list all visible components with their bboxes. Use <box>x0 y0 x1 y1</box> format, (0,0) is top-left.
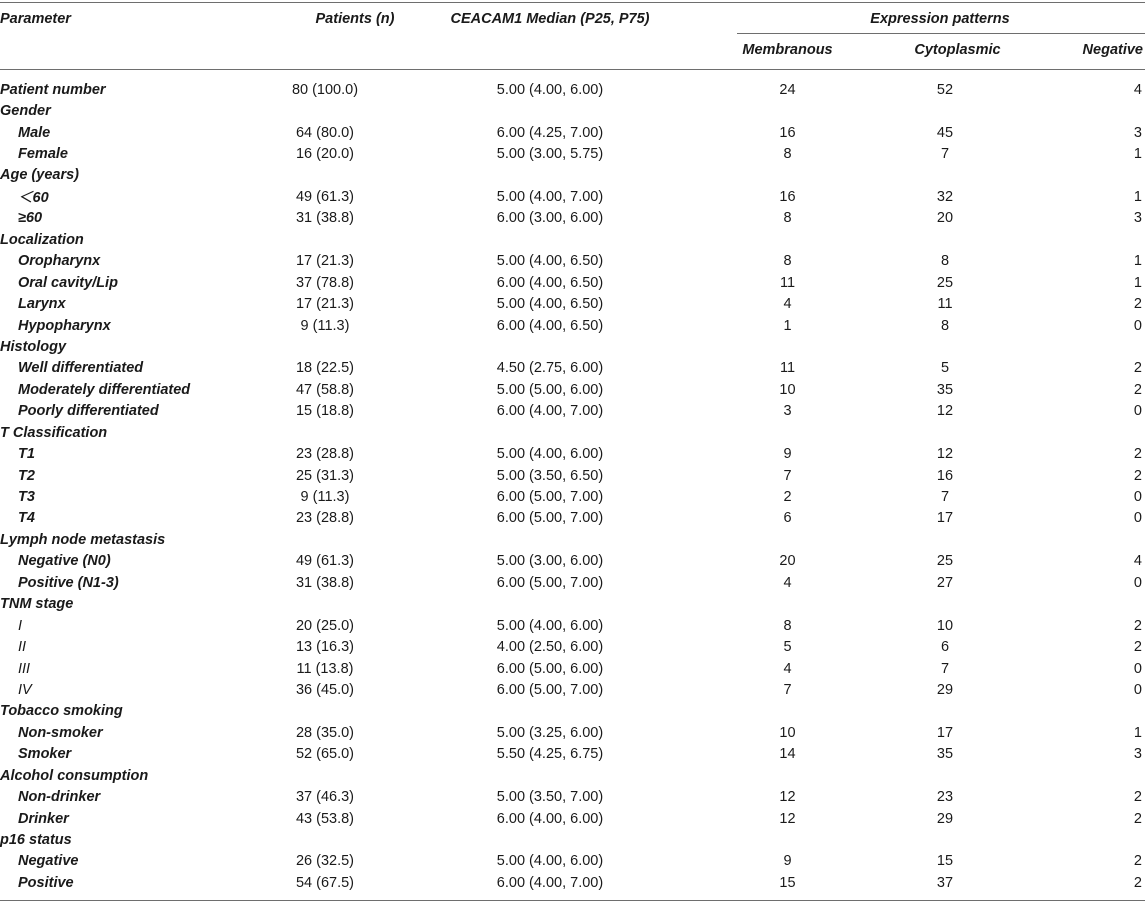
median-cell: 5.00 (3.00, 6.00) <box>496 553 604 570</box>
median-cell: 5.00 (3.50, 7.00) <box>496 789 604 806</box>
median-cell <box>390 229 710 250</box>
membranous-cell <box>710 165 865 186</box>
negative-cell: 2 <box>1133 446 1142 463</box>
cytoplasmic-cell: 11 <box>937 296 953 313</box>
median-cell <box>390 336 710 357</box>
patients-cell: 54 (67.5) <box>295 874 355 891</box>
negative-cell: 4 <box>1133 81 1142 98</box>
cytoplasmic-cell: 35 <box>936 381 954 398</box>
median-cell: 6.00 (4.00, 6.00) <box>496 810 604 827</box>
row-label: Non-smoker <box>18 724 103 741</box>
patients-cell <box>260 529 390 550</box>
cytoplasmic-cell: 16 <box>936 467 954 484</box>
patients-cell: 16 (20.0) <box>295 146 355 163</box>
top-rule <box>0 2 1145 3</box>
row-label: T3 <box>18 489 35 506</box>
table-row <box>0 615 1145 636</box>
patients-cell: 64 (80.0) <box>295 124 355 141</box>
negative-cell: 2 <box>1133 639 1142 656</box>
cytoplasmic-cell: 8 <box>940 253 950 270</box>
patients-cell <box>260 765 390 786</box>
negative-cell: 2 <box>1133 360 1142 377</box>
negative-cell: 0 <box>1133 681 1142 698</box>
row-label: Histology <box>0 338 67 355</box>
table-row <box>0 658 1145 679</box>
table-row <box>0 851 1145 872</box>
cytoplasmic-cell: 37 <box>936 874 954 891</box>
negative-cell: 1 <box>1133 188 1142 205</box>
table-row <box>0 401 1145 422</box>
table-body <box>0 79 1145 894</box>
row-label: Alcohol consumption <box>0 767 149 784</box>
cytoplasmic-cell: 7 <box>940 146 950 163</box>
cytoplasmic-cell: 12 <box>936 403 954 420</box>
median-cell: 6.00 (5.00, 7.00) <box>496 489 604 506</box>
row-label: ≥60 <box>18 210 43 227</box>
row-label: Oropharynx <box>18 253 101 270</box>
membranous-cell: 24 <box>779 81 796 98</box>
patients-cell: 49 (61.3) <box>295 188 355 205</box>
table-row <box>0 572 1145 593</box>
median-cell: 5.00 (4.00, 6.00) <box>496 446 604 463</box>
negative-cell: 4 <box>1133 553 1142 570</box>
table-row <box>0 315 1145 336</box>
header-expression-patterns: Expression patterns <box>870 11 1010 27</box>
table-row <box>0 165 1145 186</box>
row-label: TNM stage <box>0 596 74 613</box>
membranous-cell <box>710 422 865 443</box>
median-cell: 5.00 (3.00, 5.75) <box>496 146 604 163</box>
cytoplasmic-cell <box>865 165 1025 186</box>
negative-cell: 2 <box>1133 853 1142 870</box>
membranous-cell: 12 <box>779 789 796 806</box>
patients-cell <box>260 594 390 615</box>
median-cell: 6.00 (5.00, 7.00) <box>496 681 604 698</box>
cytoplasmic-cell <box>865 529 1025 550</box>
negative-cell <box>1025 422 1145 443</box>
median-cell: 5.00 (3.50, 6.50) <box>496 467 604 484</box>
row-label: Well differentiated <box>18 360 144 377</box>
cytoplasmic-cell: 25 <box>936 553 954 570</box>
table-row <box>0 594 1145 615</box>
table-row <box>0 186 1145 207</box>
table-row <box>0 872 1145 893</box>
patients-cell: 9 (11.3) <box>300 317 350 334</box>
median-cell <box>390 701 710 722</box>
row-label: Positive <box>18 874 74 891</box>
table-row <box>0 379 1145 400</box>
cytoplasmic-cell <box>865 229 1025 250</box>
negative-cell: 0 <box>1133 317 1142 334</box>
row-label: Female <box>18 146 68 163</box>
median-cell: 4.00 (2.50, 6.00) <box>496 639 604 656</box>
negative-cell: 1 <box>1133 253 1142 270</box>
row-label: T4 <box>18 510 35 527</box>
row-label: T1 <box>18 446 35 463</box>
negative-cell: 0 <box>1133 489 1142 506</box>
table-row <box>0 765 1145 786</box>
cytoplasmic-cell <box>865 594 1025 615</box>
table-row <box>0 465 1145 486</box>
row-label: Moderately differentiated <box>18 381 191 398</box>
negative-cell <box>1025 336 1145 357</box>
negative-cell: 2 <box>1133 381 1142 398</box>
median-cell: 5.00 (4.00, 6.50) <box>496 296 604 313</box>
membranous-cell: 12 <box>779 810 796 827</box>
cytoplasmic-cell: 35 <box>936 746 954 763</box>
negative-cell <box>1025 701 1145 722</box>
membranous-cell <box>710 829 865 850</box>
negative-cell: 2 <box>1133 467 1142 484</box>
table-row <box>0 701 1145 722</box>
table-row <box>0 744 1145 765</box>
median-cell: 6.00 (4.00, 7.00) <box>496 403 604 420</box>
cytoplasmic-cell: 52 <box>936 81 954 98</box>
membranous-cell: 5 <box>783 639 792 656</box>
row-label: Non-drinker <box>18 789 101 806</box>
membranous-cell: 20 <box>779 553 796 570</box>
median-cell: 5.50 (4.25, 6.75) <box>496 746 604 763</box>
row-label: Localization <box>0 231 84 248</box>
median-cell: 6.00 (5.00, 6.00) <box>496 660 604 677</box>
membranous-cell: 1 <box>783 317 792 334</box>
negative-cell <box>1025 529 1145 550</box>
table-row <box>0 679 1145 700</box>
table-row <box>0 79 1145 100</box>
cytoplasmic-cell <box>865 701 1025 722</box>
row-label: T Classification <box>0 424 108 441</box>
median-cell: 5.00 (5.00, 6.00) <box>496 381 604 398</box>
row-label: p16 status <box>0 832 72 849</box>
negative-cell: 3 <box>1133 210 1142 227</box>
patients-cell: 52 (65.0) <box>295 746 355 763</box>
table-row <box>0 229 1145 250</box>
patients-cell <box>260 422 390 443</box>
median-cell <box>390 829 710 850</box>
median-cell: 6.00 (4.00, 7.00) <box>496 874 604 891</box>
row-label: Patient number <box>0 81 106 98</box>
negative-cell: 0 <box>1133 510 1142 527</box>
membranous-cell: 16 <box>779 188 796 205</box>
patients-cell: 17 (21.3) <box>295 253 355 270</box>
cytoplasmic-cell: 15 <box>936 853 954 870</box>
membranous-cell: 11 <box>779 274 796 291</box>
patients-cell: 28 (35.0) <box>295 724 355 741</box>
median-cell <box>390 594 710 615</box>
header-patients: Patients (n) <box>315 11 395 27</box>
median-cell: 4.50 (2.75, 6.00) <box>496 360 604 377</box>
negative-cell: 3 <box>1133 746 1142 763</box>
table-row <box>0 143 1145 164</box>
row-label: Negative <box>18 853 79 870</box>
row-label: Male <box>18 124 51 141</box>
negative-cell <box>1025 765 1145 786</box>
row-label: I <box>18 617 23 634</box>
table-row <box>0 486 1145 507</box>
negative-cell <box>1025 100 1145 121</box>
membranous-cell: 8 <box>783 210 792 227</box>
cytoplasmic-cell: 6 <box>940 639 950 656</box>
row-label: II <box>18 639 27 656</box>
patients-cell <box>260 336 390 357</box>
row-label: Gender <box>0 103 51 120</box>
patients-cell: 49 (61.3) <box>295 553 355 570</box>
header-cytoplasmic: Cytoplasmic <box>914 42 1001 58</box>
patients-cell: 17 (21.3) <box>295 296 355 313</box>
membranous-cell: 10 <box>779 381 796 398</box>
patients-cell: 80 (100.0) <box>291 81 359 98</box>
table-row <box>0 808 1145 829</box>
median-cell: 5.00 (4.00, 6.00) <box>496 853 604 870</box>
patients-cell: 31 (38.8) <box>295 574 355 591</box>
row-label: Negative (N0) <box>18 553 111 570</box>
median-cell: 5.00 (4.00, 7.00) <box>496 188 604 205</box>
median-cell: 6.00 (5.00, 7.00) <box>496 574 604 591</box>
cytoplasmic-cell: 12 <box>936 446 954 463</box>
negative-cell: 2 <box>1133 789 1142 806</box>
negative-cell: 1 <box>1133 146 1142 163</box>
membranous-cell <box>710 594 865 615</box>
membranous-cell: 6 <box>783 510 792 527</box>
membranous-cell: 10 <box>779 724 796 741</box>
table-row <box>0 551 1145 572</box>
median-cell: 6.00 (3.00, 6.00) <box>496 210 604 227</box>
median-cell <box>390 422 710 443</box>
row-label: ＜60 <box>18 190 49 207</box>
membranous-cell: 11 <box>779 360 796 377</box>
bottom-rule <box>0 900 1145 901</box>
row-label: Lymph node metastasis <box>0 531 166 548</box>
negative-cell <box>1025 229 1145 250</box>
cytoplasmic-cell: 10 <box>936 617 954 634</box>
median-cell: 6.00 (4.00, 6.50) <box>496 317 604 334</box>
row-label: Oral cavity/Lip <box>18 274 118 291</box>
table-row <box>0 508 1145 529</box>
table-row <box>0 422 1145 443</box>
patients-cell: 11 (13.8) <box>296 660 354 677</box>
table-row <box>0 251 1145 272</box>
header-bottom-rule <box>0 69 1145 70</box>
cytoplasmic-cell: 7 <box>940 489 950 506</box>
negative-cell: 2 <box>1133 874 1142 891</box>
cytoplasmic-cell: 17 <box>936 510 954 527</box>
negative-cell: 3 <box>1133 124 1142 141</box>
row-label: Poorly differentiated <box>18 403 159 420</box>
row-label: Hypopharynx <box>18 317 111 334</box>
table-row <box>0 208 1145 229</box>
median-cell <box>390 529 710 550</box>
table-row <box>0 529 1145 550</box>
patients-cell: 43 (53.8) <box>295 810 355 827</box>
table-row <box>0 722 1145 743</box>
negative-cell <box>1025 829 1145 850</box>
cytoplasmic-cell: 29 <box>936 810 954 827</box>
cytoplasmic-cell: 27 <box>936 574 954 591</box>
table-row <box>0 786 1145 807</box>
patients-cell: 37 (46.3) <box>295 789 355 806</box>
cytoplasmic-cell: 8 <box>940 317 950 334</box>
cytoplasmic-cell: 7 <box>940 660 950 677</box>
negative-cell <box>1025 165 1145 186</box>
median-cell: 5.00 (4.00, 6.00) <box>496 617 604 634</box>
row-label: Positive (N1-3) <box>18 574 119 591</box>
patients-cell: 15 (18.8) <box>295 403 355 420</box>
median-cell: 5.00 (4.00, 6.00) <box>496 81 604 98</box>
header-negative: Negative <box>1082 42 1143 58</box>
median-cell: 6.00 (4.25, 7.00) <box>496 124 604 141</box>
data-table <box>0 79 1145 894</box>
membranous-cell: 9 <box>783 446 792 463</box>
median-cell: 5.00 (4.00, 6.50) <box>496 253 604 270</box>
patients-cell: 18 (22.5) <box>295 360 355 377</box>
row-label: Larynx <box>18 296 66 313</box>
header-median: CEACAM1 Median (P25, P75) <box>450 11 650 27</box>
row-label: Drinker <box>18 810 69 827</box>
membranous-cell: 8 <box>783 617 792 634</box>
table-row <box>0 443 1145 464</box>
patients-cell: 20 (25.0) <box>295 617 355 634</box>
table-row <box>0 358 1145 379</box>
membranous-cell: 7 <box>783 467 792 484</box>
row-label: Smoker <box>18 746 72 763</box>
row-label: Age (years) <box>0 167 79 184</box>
membranous-cell: 8 <box>783 253 792 270</box>
cytoplasmic-cell: 32 <box>936 188 954 205</box>
cytoplasmic-cell: 5 <box>940 360 950 377</box>
patients-cell: 13 (16.3) <box>295 639 355 656</box>
negative-cell: 2 <box>1133 296 1142 313</box>
negative-cell: 2 <box>1133 617 1142 634</box>
membranous-cell: 15 <box>779 874 796 891</box>
cytoplasmic-cell: 29 <box>936 681 954 698</box>
membranous-cell <box>710 100 865 121</box>
header-membranous: Membranous <box>742 42 833 58</box>
patients-cell: 47 (58.8) <box>295 381 355 398</box>
median-cell <box>390 765 710 786</box>
membranous-cell: 2 <box>783 489 792 506</box>
membranous-cell: 4 <box>783 296 792 313</box>
membranous-cell: 4 <box>783 660 792 677</box>
negative-cell <box>1025 594 1145 615</box>
cytoplasmic-cell <box>865 100 1025 121</box>
membranous-cell <box>710 701 865 722</box>
patients-cell: 26 (32.5) <box>295 853 355 870</box>
membranous-cell: 9 <box>783 853 792 870</box>
membranous-cell: 14 <box>779 746 796 763</box>
row-label: IV <box>18 681 32 698</box>
membranous-cell: 3 <box>783 403 792 420</box>
header-parameter: Parameter <box>0 11 71 27</box>
patients-cell <box>260 100 390 121</box>
median-cell <box>390 165 710 186</box>
median-cell <box>390 100 710 121</box>
membranous-cell: 16 <box>779 124 796 141</box>
patients-cell <box>260 701 390 722</box>
cytoplasmic-cell <box>865 829 1025 850</box>
expression-patterns-rule <box>737 33 1145 34</box>
patients-cell: 23 (28.8) <box>295 446 355 463</box>
negative-cell: 0 <box>1133 574 1142 591</box>
negative-cell: 1 <box>1133 274 1142 291</box>
table-row <box>0 636 1145 657</box>
cytoplasmic-cell: 23 <box>936 789 954 806</box>
cytoplasmic-cell <box>865 336 1025 357</box>
patients-cell: 31 (38.8) <box>295 210 355 227</box>
cytoplasmic-cell <box>865 765 1025 786</box>
median-cell: 5.00 (3.25, 6.00) <box>496 724 604 741</box>
table-row <box>0 122 1145 143</box>
median-cell: 6.00 (5.00, 7.00) <box>496 510 604 527</box>
membranous-cell: 7 <box>783 681 792 698</box>
cytoplasmic-cell: 45 <box>936 124 954 141</box>
negative-cell: 2 <box>1133 810 1142 827</box>
patients-cell: 25 (31.3) <box>295 467 355 484</box>
patients-cell: 36 (45.0) <box>295 681 355 698</box>
membranous-cell: 4 <box>783 574 792 591</box>
membranous-cell <box>710 336 865 357</box>
table-row <box>0 336 1145 357</box>
table-row <box>0 293 1145 314</box>
patients-cell: 9 (11.3) <box>300 489 350 506</box>
membranous-cell <box>710 229 865 250</box>
membranous-cell: 8 <box>783 146 792 163</box>
negative-cell: 0 <box>1133 660 1142 677</box>
cytoplasmic-cell: 17 <box>936 724 954 741</box>
median-cell: 6.00 (4.00, 6.50) <box>496 274 604 291</box>
table-row <box>0 272 1145 293</box>
membranous-cell <box>710 529 865 550</box>
negative-cell: 1 <box>1133 724 1142 741</box>
membranous-cell <box>710 765 865 786</box>
patients-cell <box>260 165 390 186</box>
cytoplasmic-cell: 25 <box>936 274 954 291</box>
row-label: T2 <box>18 467 35 484</box>
row-label: III <box>18 660 31 677</box>
patients-cell: 23 (28.8) <box>295 510 355 527</box>
patients-cell <box>260 229 390 250</box>
cytoplasmic-cell: 20 <box>936 210 954 227</box>
table-row <box>0 829 1145 850</box>
patients-cell <box>260 829 390 850</box>
row-label: Tobacco smoking <box>0 703 123 720</box>
patients-cell: 37 (78.8) <box>295 274 355 291</box>
cytoplasmic-cell <box>865 422 1025 443</box>
table-row <box>0 100 1145 121</box>
negative-cell: 0 <box>1133 403 1142 420</box>
